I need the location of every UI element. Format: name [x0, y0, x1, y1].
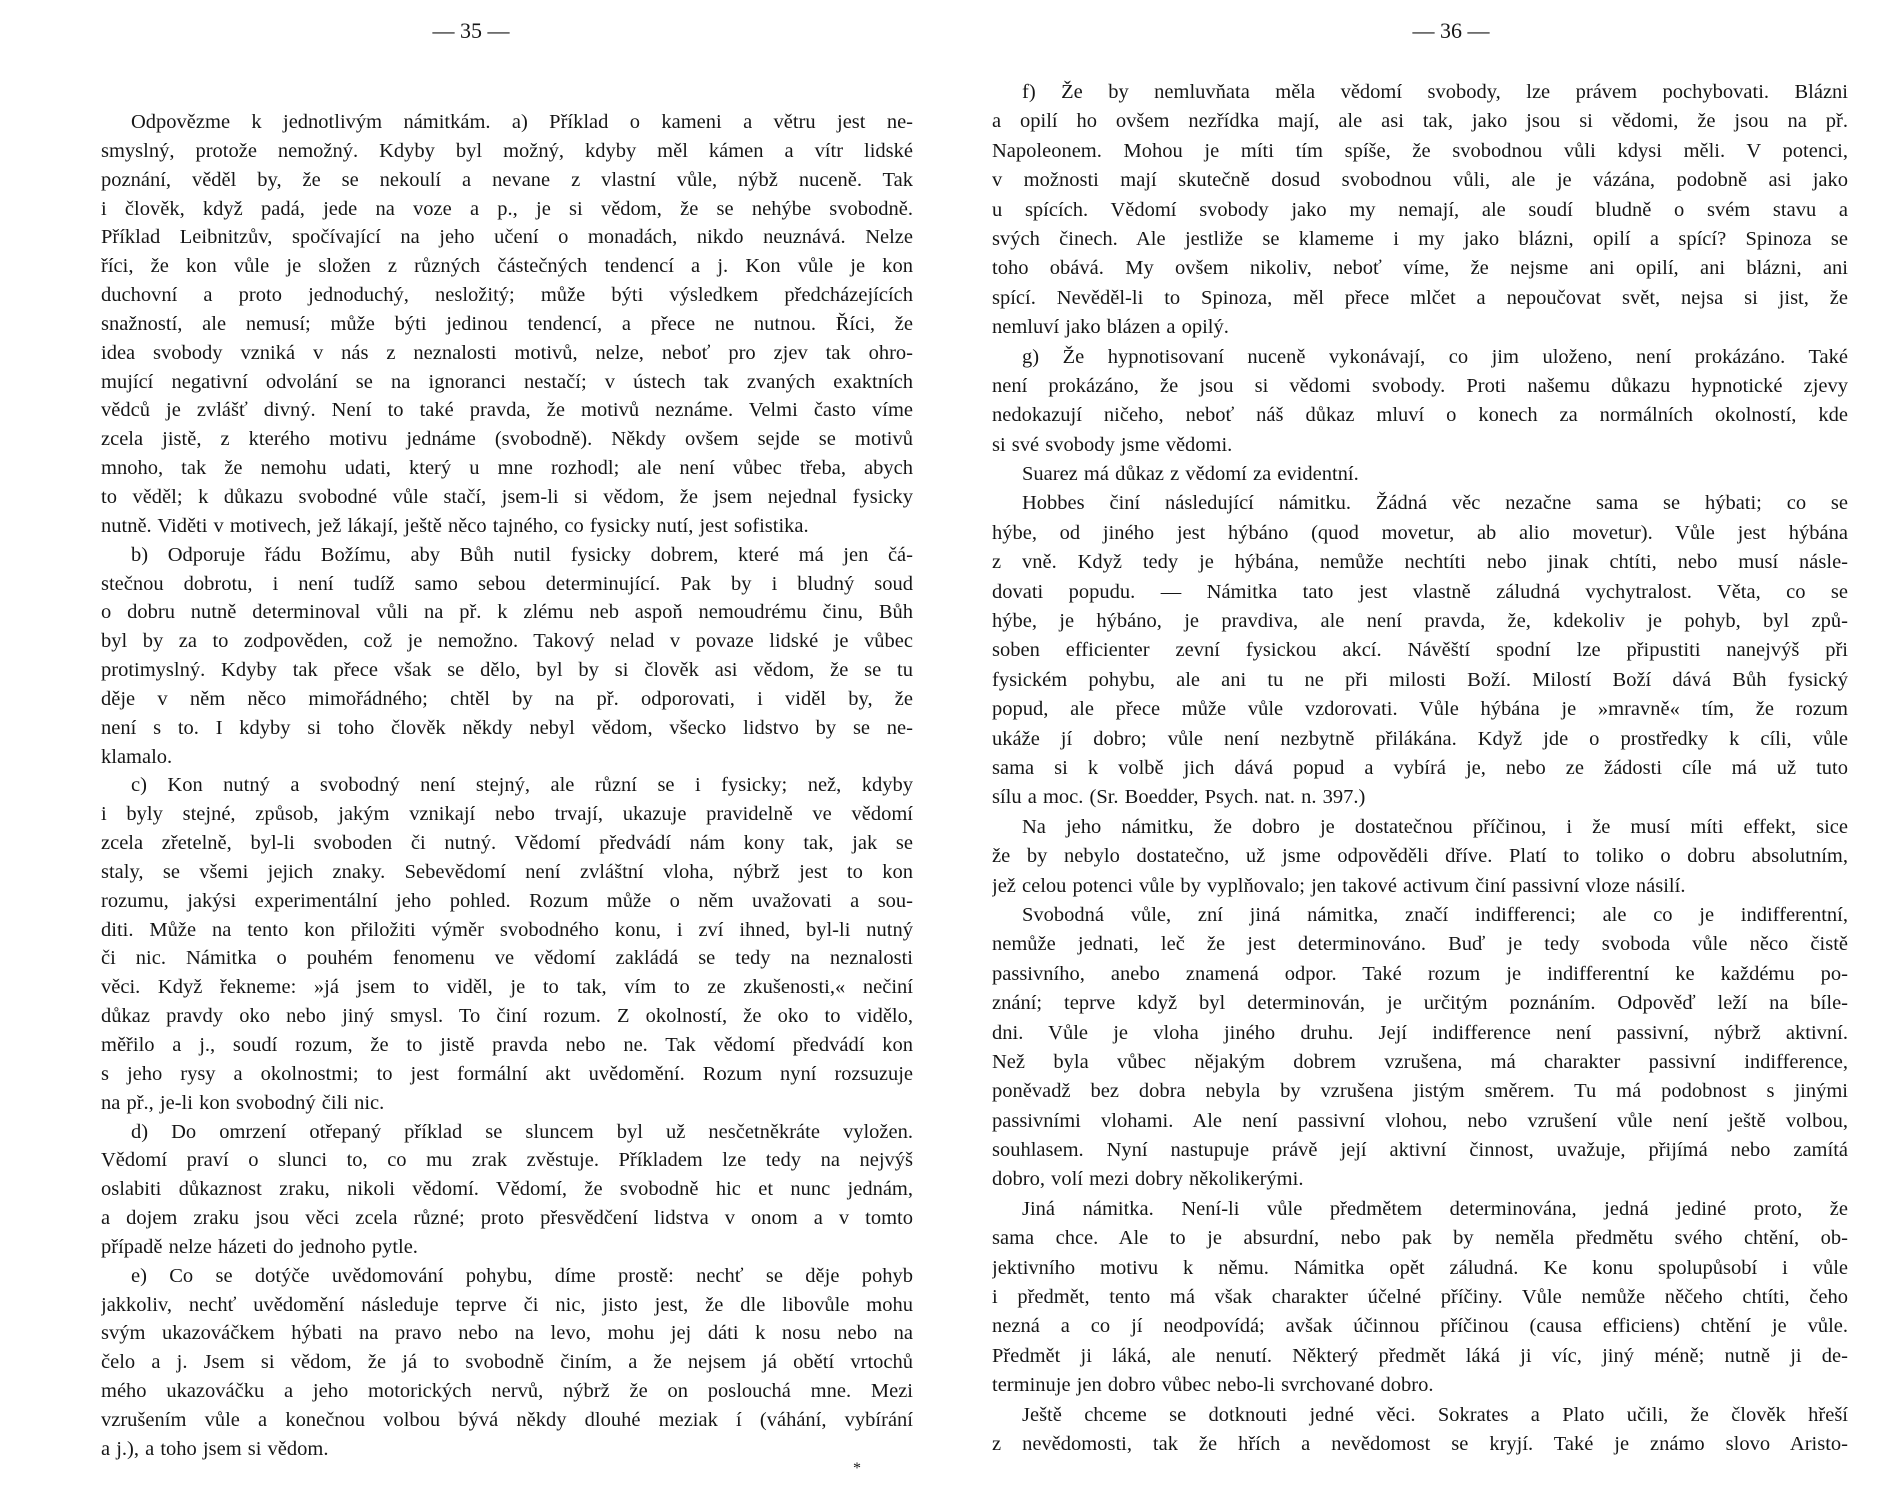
right-page-text [992, 78, 1848, 1459]
text-line: b) Odporuje řádu Božímu, aby Bůh nutil fysicky dobrem, které má jen čá- [131, 543, 913, 566]
text-line: není prokázáno, že jsou si vědomi svobody. Proti našemu důkazu hypnotické zjevy [992, 374, 1848, 397]
text-line: sama chce. Ale to je absurdní, nebo pak by neměla předmětu svého chtění, ob- [992, 1227, 1848, 1250]
text-line: diti. Může na tento kon přiložiti výměr svobodného konu, i zví ihned, byl-li nutný [101, 918, 913, 941]
text-line: f) Že by nemluvňata měla vědomí svobody, lze právem pochybovati. Blázni [1022, 81, 1848, 103]
text-line: popud, ale přece může vůle vzdorovati. Vůle hýbána je »mravně« tím, že rozum [992, 698, 1848, 721]
text-line: říci, že kon vůle je složen z různých částečných tendencí a j. Kon vůle je kon [101, 255, 913, 278]
text-line: sílu a moc. (Sr. Boedder, Psych. nat. n. 397.) [992, 786, 1366, 809]
page-number-left: — 35 — [432, 18, 510, 43]
text-line: souhlasem. Nyní nastupuje právě její aktivní činnost, uvažuje, přijímá nebo zamítá [992, 1139, 1848, 1162]
text-line: jež celou potenci vůle by vyplňovalo; jen takové activum činí passivní vloze násilí. [992, 874, 1686, 897]
text-line: znání; teprve když byl determinován, je určitým poznáním. Odpověď leží na bíle- [992, 992, 1848, 1015]
text-line: a dojem zraku jsou věci zcela různé; proto přesvědčení lidstva v onom a v tomto [101, 1207, 913, 1230]
text-line: toho obává. My ovšem nikoliv, neboť víme, že nejsme ani opilí, ani blázni, ani [992, 257, 1848, 280]
text-line: terminuje jen dobro vůbec nebo-li svrchované dobro. [992, 1374, 1434, 1397]
text-line: klamalo. [101, 745, 173, 768]
text-line: Vědomí praví o slunci to, co mu zrak zvěstuje. Příkladem lze tedy na nejvýš [101, 1149, 913, 1172]
text-line: jakkoliv, nechť uvědomění následuje teprve či nic, jisto jest, že dle libovůle mohu [101, 1293, 913, 1316]
text-line: g) Že hypnotisovaní nuceně vykonávají, co jim uloženo, není prokázáno. Také [1022, 345, 1848, 368]
text-line: Hobbes činí následující námitku. Žádná věc nezačne sama se hýbati; co se [1022, 492, 1848, 515]
text-line: že by nebylo dostatečno, už jsme odpověděli dříve. Platí to toliko o dobru absolutním, [992, 845, 1848, 868]
paragraph [992, 343, 1848, 461]
text-line: nutně. Viděti v motivech, jež lákají, ještě něco tajného, co fysicky nutí, jest sofistika. [101, 514, 809, 537]
text-line: spící. Nevěděl-li to Spinoza, měl přece mlčet a nepoučovat svět, nejsa si jist, že [992, 286, 1848, 309]
text-line: passivního, anebo znamená odpor. Také rozum je indifferentní ke každému po- [992, 962, 1848, 985]
text-line: mnoho, tak že nemohu udati, který u mne rozhodl; ale není vůbec třeba, abych [101, 457, 913, 480]
text-line: Ještě chceme se dotknouti jedné věci. Sokrates a Plato učili, že člověk hřeší [1022, 1403, 1848, 1426]
text-line: snažností, ale nemusí; může býti jedinou tendencí, a přece ne nutnou. Říci, že [101, 312, 913, 335]
text-line: svých činech. Ale jestliže se klameme i my jako blázni, opilí a spící? Spinoza se [992, 227, 1848, 250]
text-line: d) Do omrzení otřepaný příklad se sluncem byl už nesčetněkráte vyložen. [131, 1120, 913, 1143]
text-line: i předmět, tento má však charakter účelné příčiny. Vůle nemůže něčeho chtíti, čeho [992, 1286, 1848, 1309]
text-line: poznání, věděl by, že se nekoulí a nevane z vlastní vůle, nýbž nuceně. Tak [101, 168, 913, 191]
text-line: Příklad Leibnitzův, spočívající na jeho učení o monadách, nikdo neuznává. Nelze [101, 226, 913, 249]
text-line: Napoleonem. Mohou je míti tím spíše, že svobodnou vůli kdysi měli. V potenci, [992, 139, 1848, 162]
paragraph [101, 1262, 913, 1464]
text-line: v možnosti mají skutečně dosud svobodnou vůli, ale je vázána, podobně asi jako [992, 169, 1848, 192]
text-line: c) Kon nutný a svobodný není stejný, ale různí se i fysicky; než, kdyby [131, 774, 913, 797]
text-line: fysickém pohybu, ale ani tu ne při milosti Boží. Milostí Boží dává Bůh fysický [992, 668, 1848, 691]
text-line: to věděl; k důkazu svobodné vůle stačí, jsem-li si vědom, že jsem nejednal fysicky [101, 485, 913, 508]
paragraph [101, 541, 913, 772]
text-line: Suarez má důkaz z vědomí za evidentní. [1022, 463, 1359, 486]
text-line: u spících. Vědomí svobody jako my nemají, ale soudí bludně o svém stavu a [992, 198, 1848, 221]
text-line: stečnou dobrotu, i není tudíž samo sebou determinující. Pak by i bludný soud [101, 572, 913, 595]
text-line: zcela zřetelně, byl-li svoboden či nutný. Vědomí předvádí nám kony tak, jak se [101, 832, 913, 855]
text-line: oslabiti důkaznost zraku, nikoli vědomí. Vědomí, že svobodně hic et nunc jednám, [101, 1178, 913, 1201]
text-line: vzrušením vůle a konečnou volbou bývá někdy dlouhé meziak í (váhání, vybírání [101, 1408, 913, 1431]
text-line: důkaz pravdy oko nebo jiný smysl. To činí rozum. Z okolností, že oko to vidělo, [101, 1005, 913, 1028]
paragraph [992, 78, 1848, 343]
text-line: dni. Vůle je vloha jiného druhu. Její indifference není passivní, nýbrž aktivní. [992, 1021, 1848, 1044]
paragraph [101, 1118, 913, 1262]
paragraph [101, 771, 913, 1117]
text-line: nemůže jednati, leč že jest determinováno. Buď je tedy svoboda vůle něco čistě [992, 933, 1848, 956]
text-line: případě nelze házeti do jednoho pytle. [101, 1235, 418, 1258]
text-line: o dobru nutně determinoval vůli na př. k zlému neb aspoň nemoudrému činu, Bůh [101, 601, 913, 624]
text-line: protimyslný. Kdyby tak přece však se dělo, byl by si člověk asi vědom, že se tu [101, 659, 913, 682]
text-line: byl by za to zodpověden, což je nemožno. Takový nelad v povaze lidské je vůbec [101, 630, 913, 653]
text-line: ukáže jí dobro; vůle není nezbytně přilákána. Když jde o prostředky k cíli, vůle [992, 727, 1848, 750]
text-line: Svobodná vůle, zní jiná námitka, značí indifferenci; ale co je indifferentní, [1022, 903, 1848, 926]
text-line: měřilo a j., soudí rozum, že to jistě pravda nebo ne. Tak vědomí předvádí kon [101, 1034, 913, 1056]
text-line: jektivního motivu k němu. Námitka opět záludná. Ke konu spolupůsobí i vůle [992, 1256, 1848, 1279]
paragraph [992, 1401, 1848, 1460]
paragraph [992, 489, 1848, 812]
text-line: nemluví jako blázen a opilý. [992, 316, 1229, 339]
text-line: hýbe, od jiného jest hýbáno (quod movetur, ab alio movetur). Vůle jest hýbána [992, 521, 1848, 544]
text-line: vědců je zvlášť divný. Není to také pravda, že motivů neznáme. Velmi často víme [101, 399, 913, 422]
text-line: zcela jistě, z kterého motivu jednáme (svobodně). Někdy ovšem sejde se motivů [101, 428, 913, 451]
text-line: nezná a co jí neodpovídá; avšak účinnou příčinou (causa efficiens) chtění je vůle. [992, 1315, 1848, 1338]
text-line: s jeho rysy a okolnostmi; to jest formální akt uvědomění. Rozum nyní rozsuzuje [101, 1062, 913, 1085]
text-line: smyslný, protože nemožný. Kdyby byl možný, kdyby měl kámen a vítr lidské [101, 139, 913, 162]
text-line: nedokazují ničeho, neboť náš důkaz mluví o konech za normálních okolností, kde [992, 404, 1848, 427]
text-line: rozumu, jakýsi experimentální jeho pohled. Rozum může o něm uvažovati a sou- [101, 889, 913, 912]
text-line: passivními vlohami. Ale není passivní vlohou, nebo vzrušení vůle není ještě volbou, [992, 1109, 1848, 1132]
text-line: i byly stejné, způsob, jakým vznikají nebo trvají, ukazuje pravidelně ve vědomí [101, 803, 913, 826]
text-line: svým ukazováčkem hýbati na pravo nebo na levo, mohu jej dáti k nosu nebo na [101, 1322, 913, 1345]
text-line: hýbe, je hýbáno, je pravdiva, ale není pravda, že, kdekoliv je pohyb, byl způ- [992, 610, 1848, 633]
text-line: soben efficienter zevní fysickou akcí. Návěští spodní lze připustiti nanejvýš při [992, 639, 1848, 662]
text-line: čelo a j. Jsem si vědom, že já to svobodně činím, a že nejsem já obětí vrtochů [101, 1351, 913, 1374]
text-line: Odpovězme k jednotlivým námitkám. a) Příklad o kameni a větru jest ne- [131, 111, 913, 133]
text-line: staly, se všemi jejich znaky. Sebevědomí není zvláštní vloha, nýbrž jest to kon [101, 860, 913, 883]
text-line: není s to. I kdyby si toho člověk někdy nebyl vědom, všecko lidstvo by se ne- [101, 716, 913, 739]
text-line: Na jeho námitku, že dobro je dostatečnou příčinou, i že musí míti effekt, sice [1022, 815, 1848, 838]
text-line: z vně. Když tedy je hýbána, nemůže nechtíti nebo jinak chtíti, nebo musí násle- [992, 551, 1848, 574]
text-line: mující negativní odvolání se na ignoranci nestačí; v ústech tak zvaných exaktních [101, 370, 913, 393]
text-line: dobro, volí mezi dobry několikerými. [992, 1168, 1304, 1191]
text-line: a opilí ho ovšem nezřídka mají, ale asi tak, jako jsou si vědomi, že jsou na př. [992, 110, 1848, 133]
text-line: věci. Když řekneme: »já jsem to viděl, je to tak, vím to ze zkušenosti,« nečiní [101, 976, 913, 999]
text-line: na př., je-li kon svobodný čili nic. [101, 1091, 385, 1114]
paragraph [992, 813, 1848, 901]
paragraph [992, 1195, 1848, 1401]
text-line: mého ukazováčku a jeho motorických nervů, nýbrž že on poslouchá mne. Mezi [101, 1380, 913, 1403]
text-line: děje v něm něco mimořádného; chtěl by na př. odporovati, i viděl by, že [101, 687, 913, 710]
text-line: si své svobody jsme vědomi. [992, 433, 1233, 456]
text-line: e) Co se dotýče uvědomování pohybu, díme prostě: nechť se děje pohyb [131, 1264, 913, 1287]
page-number-right: — 36 — [1412, 18, 1490, 43]
text-line: duchovní a proto jednoduchý, nesložitý; může býti výsledkem předcházejících [101, 284, 913, 307]
text-line: Než byla vůbec nějakým dobrem vzrušena, má charakter passivní indifference, [992, 1050, 1848, 1073]
text-line: poněvadž bez dobra nebyla by vzrušena jistým směrem. Tu má podobnost s jinými [992, 1080, 1848, 1103]
text-line: a j.), a toho jsem si vědom. [101, 1437, 329, 1460]
text-line: idea svobody vzniká v nás z neznalosti motivů, nelze, neboť pro zjev tak ohro- [101, 341, 913, 364]
text-line: Jiná námitka. Není-li vůle předmětem determinována, jedná jediné proto, že [1022, 1197, 1848, 1220]
text-line: dovati popudu. — Námitka tato jest vlastně záludná vychytralost. Věta, co se [992, 580, 1848, 603]
text-line: sama si k volbě jich dává popud a vybírá je, nebo ze žádosti cíle má už tuto [992, 756, 1848, 779]
text-line: či nic. Námitka o pouhém fenomenu ve vědomí zakládá se tedy na neznalosti [101, 947, 913, 970]
footer-mark: * [853, 1460, 861, 1477]
text-line: Předmět ji láká, ale nenutí. Některý předmět láká ji víc, jiný méně; nutně ji de- [992, 1344, 1848, 1367]
left-page-text [101, 108, 913, 1464]
paragraph [992, 460, 1848, 489]
paragraph [101, 108, 913, 541]
paragraph [992, 901, 1848, 1195]
text-line: i člověk, když padá, jede na voze a p., je si vědom, že se nehýbe svobodně. [101, 197, 913, 220]
text-line: z nevědomosti, tak že hřích a nevědomost se kryjí. Také je známo slovo Aristo- [992, 1432, 1848, 1455]
